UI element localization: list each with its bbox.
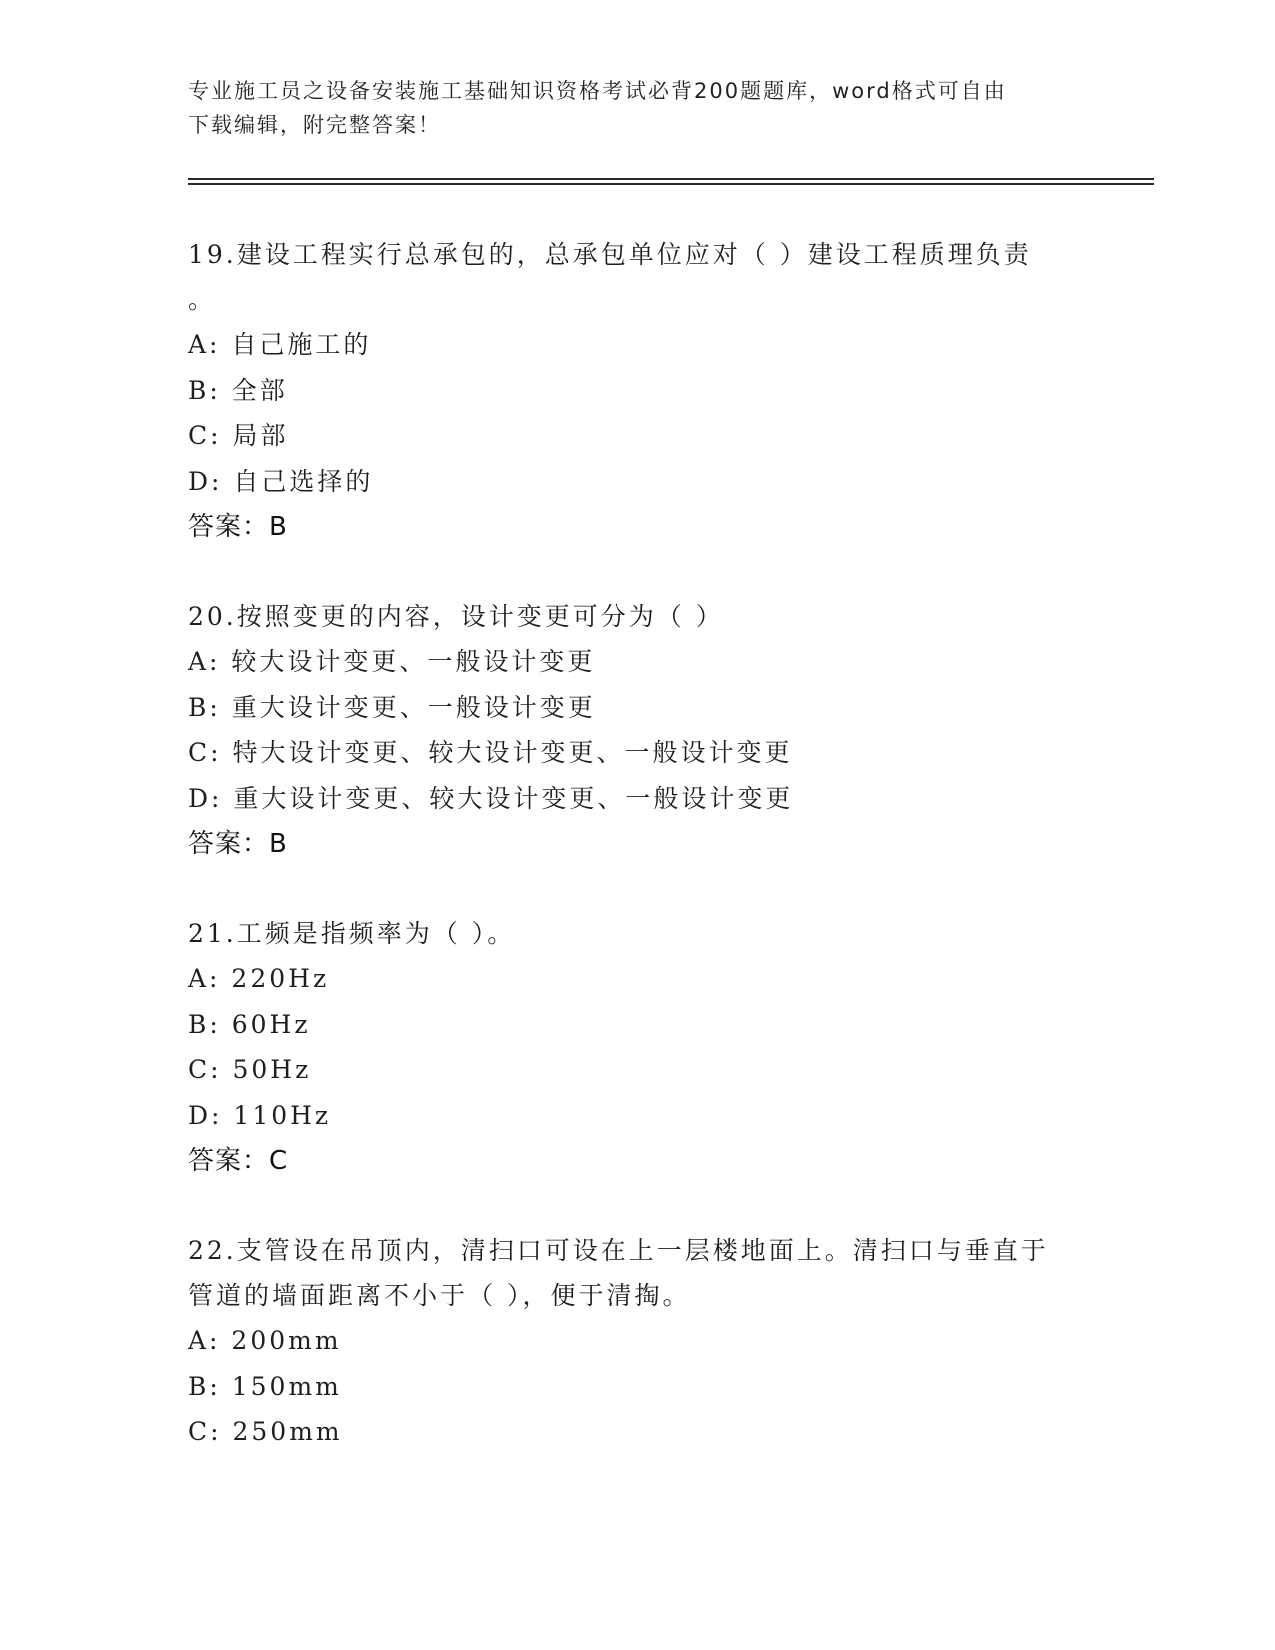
- option-d: D: 自己选择的: [188, 466, 374, 496]
- question-list: [188, 232, 1088, 1455]
- option-b: B: 重大设计变更、一般设计变更: [188, 692, 596, 722]
- option-b: B: 全部: [188, 375, 288, 405]
- option-c: C: 250mm: [188, 1417, 343, 1446]
- question-stem-continued: 。: [188, 285, 217, 314]
- option-a: A: 自己施工的: [188, 330, 372, 359]
- header-divider-bottom: [188, 183, 1154, 185]
- question-stem: 19.建设工程实行总承包的，总承包单位应对（ ）建设工程质理负责: [188, 240, 1032, 269]
- option-d: D: 重大设计变更、较大设计变更、一般设计变更: [188, 783, 794, 813]
- question-22: [188, 1228, 1088, 1455]
- option-c: C: 特大设计变更、较大设计变更、一般设计变更: [188, 738, 793, 767]
- option-b: B: 60Hz: [188, 1009, 311, 1039]
- header-line-1: 专业施工员之设备安装施工基础知识资格考试必背200题题库，word格式可自由: [188, 79, 1007, 103]
- header-line-2: 下载编辑，附完整答案！: [188, 113, 441, 137]
- document-header: [188, 74, 1088, 142]
- question-19: [188, 232, 1088, 550]
- question-stem: 20.按照变更的内容，设计变更可分为（ ）: [188, 602, 724, 631]
- question-stem: 21.工频是指频率为（ ）。: [188, 919, 516, 948]
- answer-label: 答案：C: [188, 1146, 289, 1176]
- question-21: [188, 911, 1088, 1184]
- option-c: C: 局部: [188, 421, 289, 450]
- answer-label: 答案：B: [188, 829, 288, 859]
- question-stem: 22.支管设在吊顶内，清扫口可设在上一层楼地面上。清扫口与垂直于: [188, 1236, 1049, 1265]
- option-a: A: 较大设计变更、一般设计变更: [188, 647, 596, 676]
- answer-label: 答案：B: [188, 512, 288, 542]
- option-a: A: 220Hz: [188, 964, 330, 993]
- option-c: C: 50Hz: [188, 1055, 312, 1084]
- option-a: A: 200mm: [188, 1326, 342, 1355]
- header-divider-top: [188, 178, 1154, 180]
- question-stem-continued: 管道的墙面距离不小于（ ），便于清掏。: [188, 1281, 691, 1310]
- option-d: D: 110Hz: [188, 1100, 332, 1130]
- option-b: B: 150mm: [188, 1371, 342, 1401]
- question-20: [188, 594, 1088, 867]
